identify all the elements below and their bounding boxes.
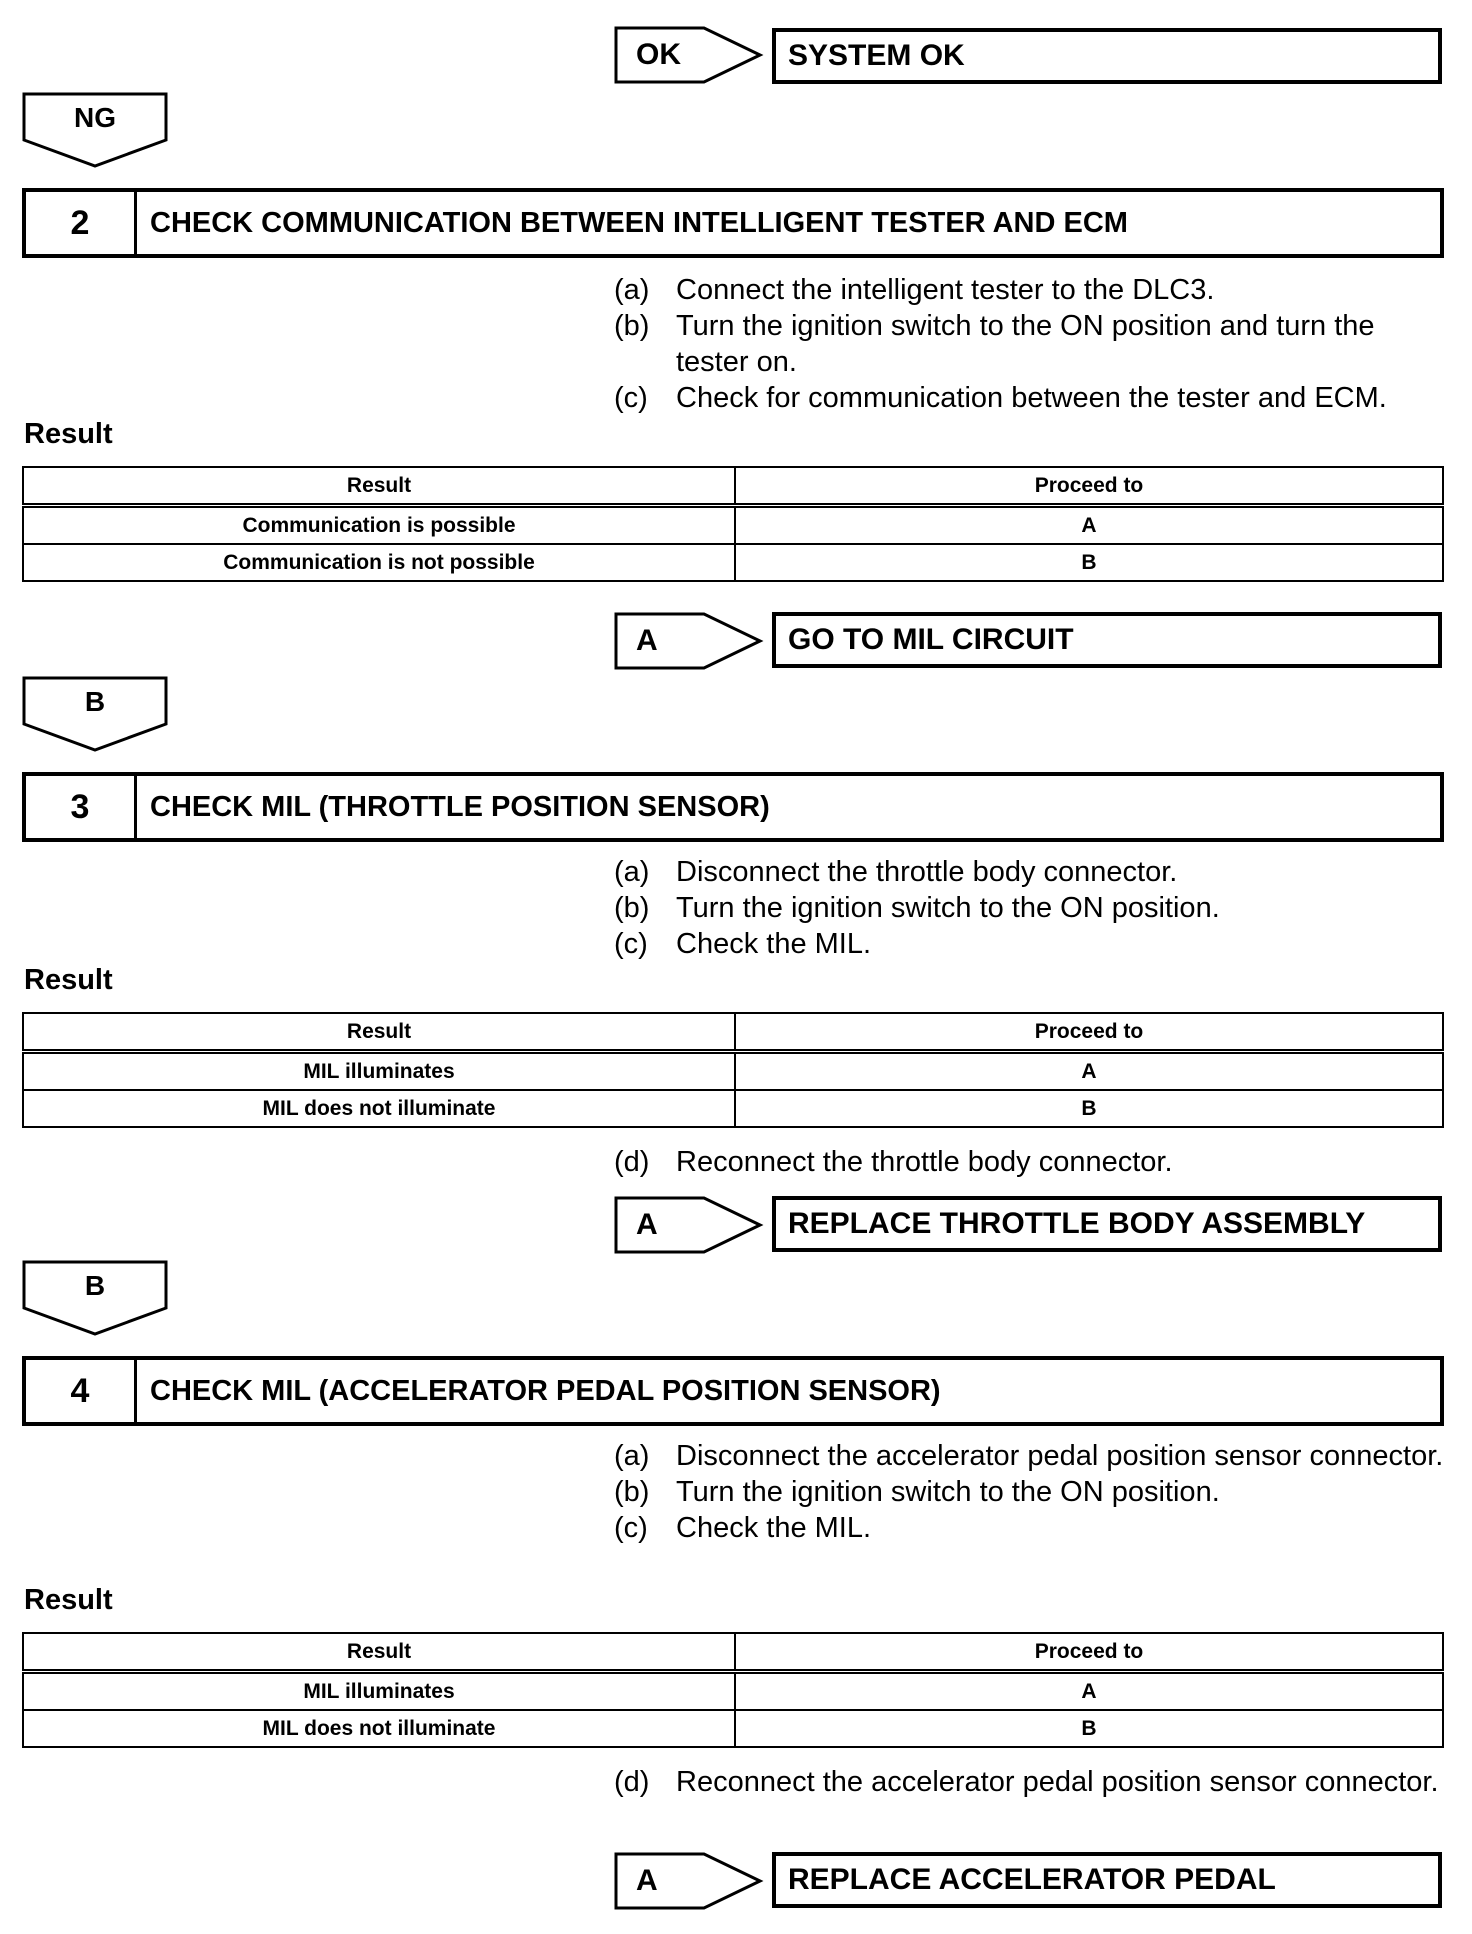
ng-label: NG [74, 102, 116, 133]
table-cell: MIL illuminates [23, 1052, 735, 1091]
table-cell: MIL does not illuminate [23, 1090, 735, 1127]
b-label: B [84, 1270, 106, 1301]
b-label: B [84, 686, 106, 717]
replace-throttle-body-text: REPLACE THROTTLE BODY ASSEMBLY [788, 1207, 1366, 1240]
instruction-item: (b) Turn the ignition switch to the ON position. [614, 892, 1220, 924]
a-label: A [636, 1864, 658, 1897]
step-2-header [22, 188, 1444, 258]
go-to-mil-circuit-text: GO TO MIL CIRCUIT [788, 623, 1074, 656]
system-ok-text: SYSTEM OK [788, 39, 965, 72]
go-to-mil-circuit-box [772, 612, 1442, 668]
table-header-row [23, 1013, 1443, 1052]
replace-throttle-body-box [772, 1196, 1442, 1252]
table-cell: B [735, 544, 1443, 581]
table-cell: B [735, 1090, 1443, 1127]
a-label: A [636, 624, 658, 657]
step-2-result-table [22, 466, 1444, 582]
a-arrow-tag [614, 1852, 764, 1910]
instruction-item: (d) Reconnect the accelerator pedal position sensor connector. [614, 1766, 1439, 1798]
b-down-tag [22, 676, 168, 752]
table-header-row [23, 1633, 1443, 1672]
step-4-number: 4 [26, 1360, 137, 1422]
instruction-item: (b) Turn the ignition switch to the ON position. [614, 1476, 1220, 1508]
instruction-item: (a) Connect the intelligent tester to the DLC3. [614, 274, 1215, 306]
instruction-item: (d) Reconnect the throttle body connector. [614, 1146, 1173, 1178]
table-row [23, 506, 1443, 545]
replace-accelerator-pedal-box [772, 1852, 1442, 1908]
table-cell: B [735, 1710, 1443, 1747]
step-4-result-table [22, 1632, 1444, 1748]
table-cell: MIL illuminates [23, 1672, 735, 1711]
column-header: Result [23, 1013, 735, 1052]
instruction-item: (c) Check for communication between the tester and ECM. [614, 382, 1387, 414]
instruction-item: (b) Turn the ignition switch to the ON position and turn the tester on. [614, 310, 1375, 378]
a-arrow-tag [614, 612, 764, 670]
table-row [23, 1052, 1443, 1091]
ng-down-tag [22, 92, 168, 168]
instruction-item: (c) Check the MIL. [614, 928, 872, 960]
step-2-result-label: Result [24, 418, 113, 450]
table-cell: A [735, 1672, 1443, 1711]
step-4-title: CHECK MIL (ACCELERATOR PEDAL POSITION SENSOR) [150, 1375, 941, 1407]
step-4-header [22, 1356, 1444, 1426]
column-header: Proceed to [735, 1633, 1443, 1672]
step-4-instructions [614, 1438, 1444, 1546]
table-row [23, 1710, 1443, 1747]
system-ok-box [772, 28, 1442, 84]
column-header: Result [23, 467, 735, 506]
step-3-result-table [22, 1012, 1444, 1128]
table-cell: A [735, 506, 1443, 545]
table-cell: A [735, 1052, 1443, 1091]
instruction-item: (a) Disconnect the throttle body connector. [614, 856, 1178, 888]
step-3-header [22, 772, 1444, 842]
column-header: Proceed to [735, 1013, 1443, 1052]
b-down-tag [22, 1260, 168, 1336]
step-4-reconnect [614, 1764, 1444, 1800]
replace-accelerator-pedal-text: REPLACE ACCELERATOR PEDAL [788, 1863, 1276, 1896]
ok-label: OK [636, 38, 681, 71]
step-3-result-label: Result [24, 964, 113, 996]
ok-arrow-tag [614, 26, 764, 84]
step-3-reconnect [614, 1144, 1444, 1180]
table-row [23, 1672, 1443, 1711]
step-3-instructions [614, 854, 1444, 962]
a-arrow-tag [614, 1196, 764, 1254]
column-header: Proceed to [735, 467, 1443, 506]
step-2-title: CHECK COMMUNICATION BETWEEN INTELLIGENT TESTER AND ECM [150, 207, 1128, 239]
step-3-number: 3 [26, 776, 137, 838]
step-4-result-label: Result [24, 1584, 113, 1616]
table-row [23, 544, 1443, 581]
column-header: Result [23, 1633, 735, 1672]
table-header-row [23, 467, 1443, 506]
table-cell: Communication is possible [23, 506, 735, 545]
table-cell: MIL does not illuminate [23, 1710, 735, 1747]
instruction-item: (a) Disconnect the accelerator pedal position sensor connector. [614, 1440, 1444, 1472]
step-2-instructions [614, 272, 1444, 416]
a-label: A [636, 1208, 658, 1241]
table-row [23, 1090, 1443, 1127]
instruction-item: (c) Check the MIL. [614, 1512, 872, 1544]
step-2-number: 2 [26, 192, 137, 254]
step-3-title: CHECK MIL (THROTTLE POSITION SENSOR) [150, 791, 770, 823]
table-cell: Communication is not possible [23, 544, 735, 581]
